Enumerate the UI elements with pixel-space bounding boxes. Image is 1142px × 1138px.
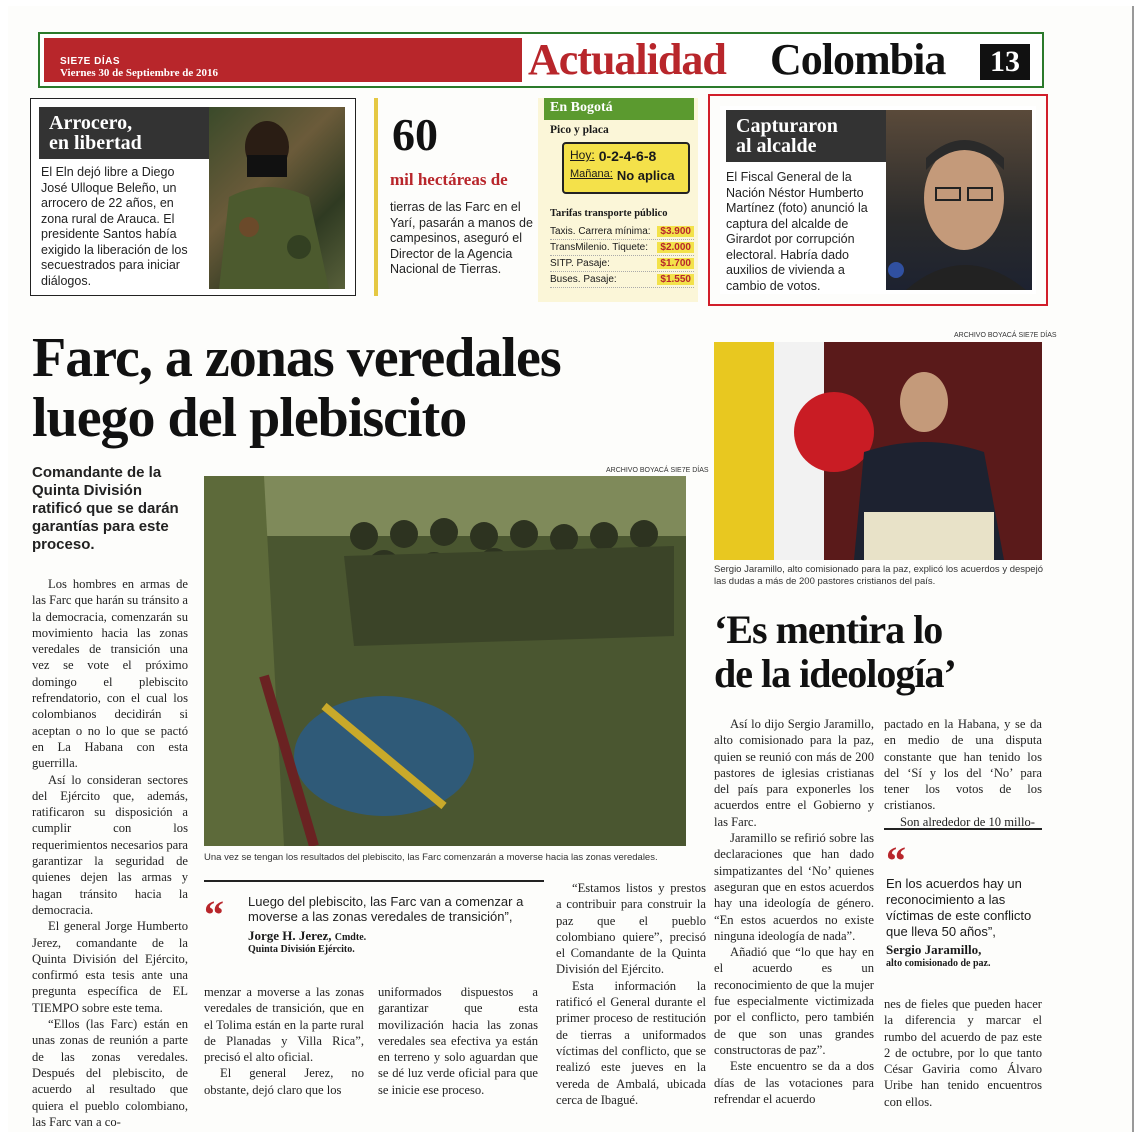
main-column-4 [556, 880, 706, 1108]
brief-text: El Eln dejó libre a Diego José Ulloque Beleño, un arrocero de 22 años, en zona rural de Arauca. El presidente Santos había exigido la liberación de los secuestrados para iniciar diálogos. [41, 165, 188, 288]
tarifa-label: TransMilenio. Tiquete: [550, 242, 649, 253]
tarifa-label: SITP. Pasaje: [550, 258, 610, 269]
brief-capturaron [720, 106, 1036, 294]
side-headline [714, 608, 956, 696]
jaramillo-photo-image [714, 342, 1042, 560]
manana-label: Mañana: [570, 168, 613, 180]
paragraph: nes de fieles que pueden hacer la diferencia y marcar el rumbo del acuerdo de paz este 2 de octubre, por lo que tanto César Gaviria como Álvaro Uribe han tenido encuentros con ellos. [884, 997, 1042, 1109]
tarifa-value: $3.900 [657, 226, 694, 237]
hoy-value: 0-2-4-6-8 [598, 148, 657, 164]
side-column-2-top [884, 716, 1042, 830]
section-title-black: Colombia [770, 35, 946, 84]
main-headline-line: luego del plebiscito [32, 387, 467, 449]
tarifa-value: $2.000 [657, 242, 694, 253]
brief-title [39, 107, 209, 159]
quote-author: Jorge H. Jerez, [248, 928, 332, 943]
side-column-1 [714, 716, 874, 1107]
side-column-2-bottom [884, 996, 1042, 1110]
tarifa-row [550, 224, 694, 240]
quote-jerez [204, 880, 544, 966]
brief-arrocero [30, 98, 356, 296]
big-number: 60 [392, 109, 438, 160]
hoy-label: Hoy: [570, 148, 595, 162]
main-photo [204, 476, 686, 846]
quote-author: Sergio Jaramillo, [886, 942, 982, 957]
quote-role: alto comisionado de paz. [886, 958, 991, 969]
brief-title-line: Arrocero, [49, 112, 133, 134]
bogota-title: En Bogotá [544, 98, 694, 120]
tarifa-row [550, 272, 694, 288]
guerrilla-photo-image [209, 107, 345, 289]
manana-value: No aplica [616, 168, 675, 183]
fiscal-photo-image [886, 110, 1032, 290]
section-title-red: Actualidad [528, 35, 726, 84]
pico-placa-title: Pico y placa [550, 124, 609, 136]
section-header [38, 32, 1044, 88]
publication-date: Viernes 30 de Septiembre de 2016 [60, 67, 218, 79]
brief-title-line: Capturaron [736, 115, 838, 137]
brief-text: tierras de las Farc en el Yarí, pasarán a manos de campesinos, aseguró el Director de la Agencia Nacional de Tierras. [390, 200, 533, 276]
tarifa-row [550, 256, 694, 272]
paragraph: menzar a moverse a las zonas veredales de transición, que en el Tolima están en la parte rural de Planadas y Villa Rica”, precisó el alto oficial. [204, 985, 364, 1065]
number-subtitle: mil hectáreas de [390, 170, 508, 189]
tarifa-row [550, 240, 694, 256]
side-photo [714, 342, 1042, 560]
tarifa-label: Taxis. Carrera mínima: [550, 226, 651, 237]
main-column-3 [378, 984, 538, 1098]
side-headline-line: de la ideología’ [714, 651, 956, 696]
quote-mark-icon: “ [204, 892, 224, 937]
quote-author-suffix: Cmdte. [334, 932, 367, 943]
tarifa-value: $1.700 [657, 258, 694, 269]
main-photo-caption: Una vez se tengan los resultados del plebiscito, las Farc comenzarán a moverse hacia las zonas veredales. [204, 852, 658, 863]
tarifa-label: Buses. Pasaje: [550, 274, 617, 285]
paragraph: Jaramillo se refirió sobre las declaraciones que han dado simpatizantes del ‘No’ quienes aseguran que en estos acuerdos hay una ideología de género. “En estos acuerdos no existe ninguna ideología de nada”. [714, 831, 874, 943]
quote-author-line [248, 928, 366, 944]
paragraph: El general Jorge Humberto Jerez, comandante de la Quinta División del Ejército, confirmó esta tesis ante una pregunta específica de EL TIEMPO sobre este tema. [32, 919, 188, 1015]
brief-title [726, 110, 886, 162]
paragraph: Los hombres en armas de las Farc que harán su tránsito a la democracia, comenzarán su movimiento hacia las zonas veredales de transición una vez se vote el próximo domingo el plebiscito refrendatorio, con el cual los colombianos decidirán si aceptan o no lo que se pactó en La Habana con esta guerrilla. [32, 577, 188, 771]
newspaper-page [8, 6, 1134, 1132]
photo-guerrillero [209, 107, 345, 289]
main-photo-credit: ARCHIVO BOYACÁ SIE7E DÍAS [606, 467, 709, 474]
tarifa-value: $1.550 [657, 274, 694, 285]
quote-text: Luego del plebiscito, las Farc van a comenzar a moverse a las zonas veredales de transición”, [248, 894, 524, 924]
page-number: 13 [980, 44, 1030, 80]
paragraph: Añadió que “lo que hay en el acuerdo es un reconocimiento de que la mujer fue especialmente victimizada por el conflicto, pero también de que son unas grandes constructoras de paz”. [714, 945, 874, 1057]
quote-jaramillo [884, 828, 1042, 978]
quote-mark-icon: “ [886, 838, 906, 883]
paragraph: Son alrededor de 10 millo- [900, 814, 1036, 829]
publication-name: SIE7E DÍAS [60, 56, 121, 67]
brief-text: El Fiscal General de la Nación Néstor Humberto Martínez (foto) anunció la captura del alcalde de Girardot por corrupción electoral. Habría dado auxilios de vivienda a cambio de votos. [726, 170, 868, 293]
paragraph: Así lo consideran sectores del Ejército que, además, ratificaron su disposición a cumplir con los requerimientos necesarios para garantizar la seguridad de quienes dejen las armas y hagan tránsito hacia la democracia. [32, 772, 188, 917]
side-photo-caption: Sergio Jaramillo, alto comisionado para la paz, explicó los acuerdos y despejó las dudas a más de 200 pastores cristianos del país. [714, 564, 1043, 587]
main-headline-line: Farc, a zonas veredales [32, 327, 561, 389]
brief-title-line: en libertad [49, 132, 142, 154]
side-headline-line: ‘Es mentira lo [714, 607, 943, 652]
brief-hectareas [374, 98, 534, 296]
pico-placa-plate [562, 142, 690, 194]
paragraph: El general Jerez, no obstante, dejó claro que los [204, 1066, 364, 1097]
paragraph: Esta información la ratificó el General durante el primer proceso de restitución de tierras a uniformados víctimas del conflicto, que se realizó este jueves en la vereda de Ambalá, ubicada cerca de Ibagué. [556, 978, 706, 1107]
quote-text: En los acuerdos hay un reconocimiento a las víctimas de este conflicto que lleva 50 años”, [886, 876, 1032, 939]
main-column-2 [204, 984, 364, 1098]
paragraph: Este encuentro se da a dos días de las votaciones para refrendar el acuerdo [714, 1059, 874, 1106]
paragraph: “Ellos (las Farc) están en unas zonas de reunión a parte de las zonas veredales. Después del plebiscito, de acuerdo al resultado que quiera el pueblo colombiano, las Farc van a co- [32, 1017, 188, 1129]
manana-row [570, 168, 682, 183]
hoy-row [570, 148, 682, 164]
photo-fiscal [886, 110, 1032, 290]
main-column-1 [32, 576, 188, 1130]
quote-role: Quinta División Ejército. [248, 944, 355, 955]
side-photo-credit: ARCHIVO BOYACÁ SIE7E DÍAS [954, 332, 1057, 339]
brief-title-line: al alcalde [736, 135, 817, 157]
tarifas-title: Tarifas transporte público [550, 208, 668, 219]
main-subhead: Comandante de la Quinta División ratificó que se darán garantías para este proceso. [32, 464, 179, 553]
main-headline [32, 328, 561, 448]
paragraph: pactado en la Habana, y se da en medio de una disputa constante que han tenido los del ‘Sí y los del ‘No’ para tener los votos de los cristianos. [884, 717, 1042, 813]
paragraph: Así lo dijo Sergio Jaramillo, alto comisionado para la paz, quien se reunió con más de 200 pastores de iglesias cristianas del país para exponerles los acuerdos entre el Gobierno y las Farc. [714, 717, 874, 829]
bogota-box [538, 98, 698, 302]
paragraph: uniformados dispuestos a garantizar que esta movilización hacia las zonas veredales sea efectiva ya están en terreno y solo aguardan que se dé luz verde oficial para que se inicie ese proceso. [378, 985, 538, 1097]
tarifas-list [550, 224, 694, 288]
brief-capturaron-highlight [708, 94, 1048, 306]
guerrilla-group-photo [204, 476, 686, 846]
paragraph: “Estamos listos y prestos a contribuir para construir la paz que el pueblo colombiano quiere”, precisó el Comandante de la Quinta División del Ejército. [556, 881, 706, 977]
